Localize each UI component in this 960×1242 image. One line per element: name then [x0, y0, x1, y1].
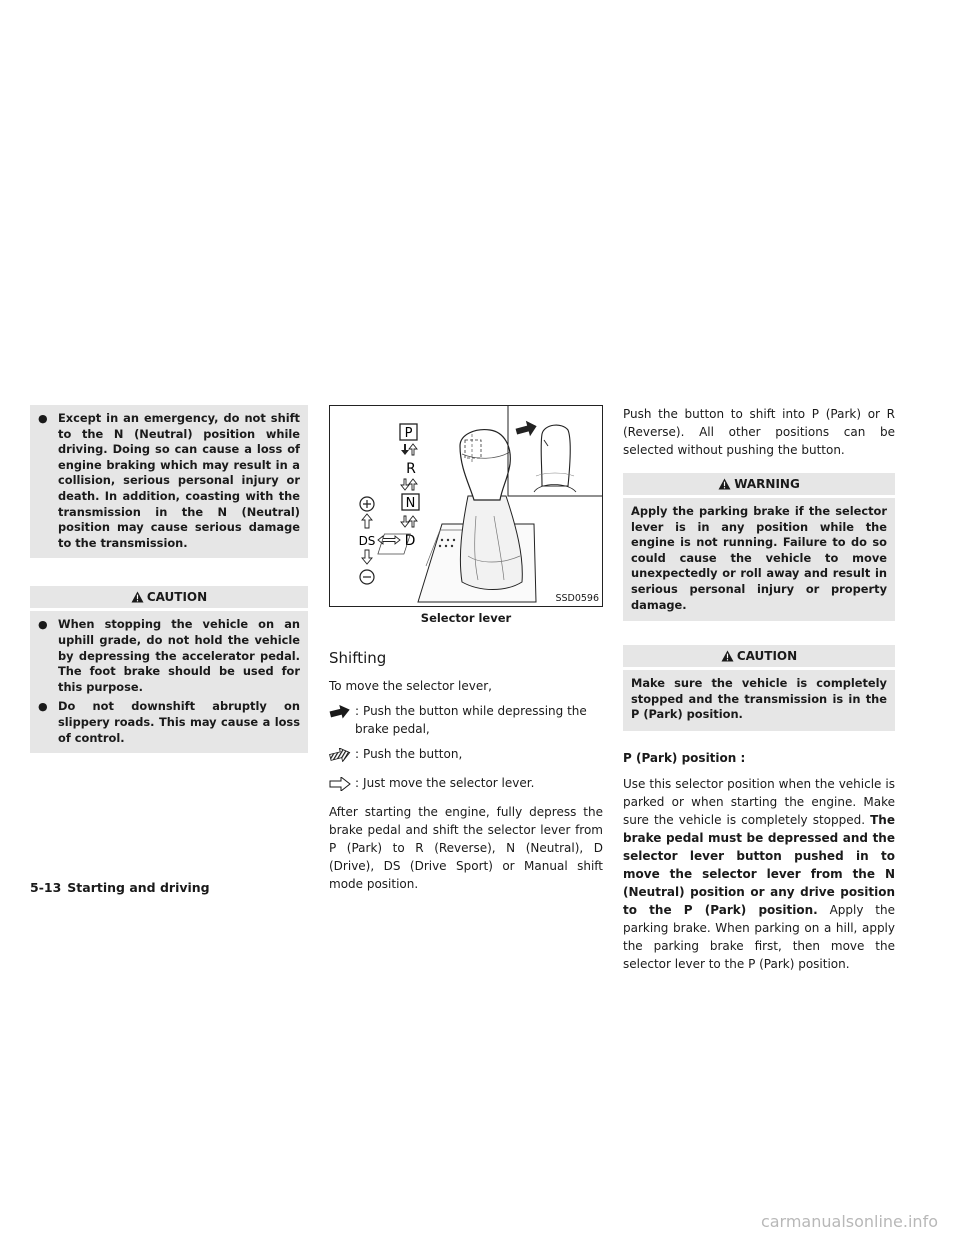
bullet-item: ● When stopping the vehicle on an uphill grade, do not hold the vehicle by depressing the accelerator pedal. The foot brake should be used for this purpose.	[38, 617, 300, 694]
warning-box: Apply the parking brake if the selector lever is in any position while the engine is not running. Failure to do so could cause the vehicle to move unexpectedly or roll away and result in serious personal injury or property damage.	[623, 498, 895, 621]
caution-box: Make sure the vehicle is completely stopped and the transmission is in the P (Park) position.	[623, 670, 895, 731]
bullet-item: ● Do not downshift abruptly on slippery roads. This may cause a loss of control.	[38, 699, 300, 745]
park-paragraph: Use this selector position when the vehicle is parked or when starting the engine. Make sure the vehicle is completely stopped. The brake pedal must be depressed and the selector lever button pushed in to move the selector lever from the N (Neutral) position or any drive position to the P (Park) position. Apply the parking brake. When parking on a hill, apply the parking brake first, then move the selector lever to the P (Park) position.	[623, 776, 895, 971]
column-middle	[329, 405, 603, 893]
svg-text:N: N	[405, 496, 416, 511]
push-button-intro: Push the button to shift into P (Park) or R (Reverse). All other positions can be selected without pushing the button.	[623, 407, 895, 457]
warning-continued-box	[30, 405, 308, 558]
section-name: Starting and driving	[67, 880, 210, 895]
caution-header: CAUTION	[623, 645, 895, 667]
svg-text:P: P	[404, 426, 413, 441]
shifting-intro: To move the selector lever,	[329, 679, 492, 693]
legend-item-hatched: : Push the button,	[329, 745, 603, 767]
figure-caption: Selector lever	[420, 611, 512, 625]
column-left	[30, 405, 308, 753]
figure-code: SSD0596	[555, 593, 599, 604]
legend-item-outline: : Just move the selector lever.	[329, 774, 603, 796]
svg-text:R: R	[406, 461, 416, 477]
bullet-icon: ●	[38, 618, 48, 632]
warning-header: WARNING	[623, 473, 895, 495]
park-heading: P (Park) position :	[623, 750, 746, 765]
bullet-icon: ●	[38, 412, 48, 425]
shifting-body: After starting the engine, fully depress the brake pedal and shift the selector lever from P (Park) to R (Reverse), N (Neutral), D (Drive), DS (Drive Sport) or Manual shift mode position.	[329, 805, 603, 891]
watermark: carmanualsonline.info	[760, 1212, 938, 1231]
selector-lever-illustration	[330, 406, 602, 606]
warning-triangle-icon	[718, 478, 731, 490]
page-footer	[30, 880, 210, 895]
section-heading: Shifting	[329, 649, 387, 667]
hatched-arrow-icon	[329, 748, 351, 762]
svg-text:D: D	[404, 533, 416, 549]
legend-item-solid: : Push the button while depressing the brake pedal,	[329, 702, 603, 738]
solid-arrow-icon	[329, 705, 351, 719]
selector-lever-figure	[329, 405, 603, 607]
warning-triangle-icon	[721, 650, 734, 662]
column-right	[623, 405, 895, 973]
caution-header: CAUTION	[30, 586, 308, 608]
outline-arrow-icon	[329, 777, 351, 791]
svg-text:DS: DS	[358, 534, 376, 548]
page-number: 5-13	[30, 880, 62, 895]
bullet-icon: ●	[38, 700, 48, 714]
caution-box	[30, 611, 308, 753]
bullet-item: ● Except in an emergency, do not shift to the N (Neutral) position while driving. Doing so can cause a loss of engine braking which may result in a collision, serious personal injury or death. In addition, coasting with the transmission in the N (Neutral) position may cause serious damage to the transmission.	[38, 411, 300, 550]
warning-triangle-icon	[131, 591, 144, 603]
